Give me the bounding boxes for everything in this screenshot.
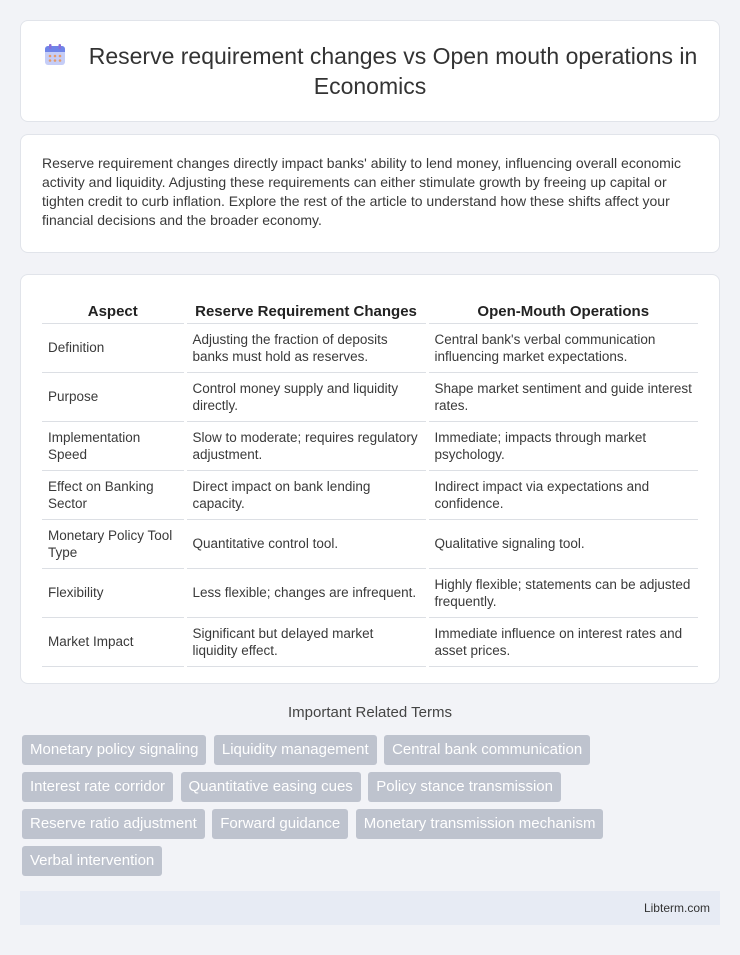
related-terms-title: Important Related Terms [288,704,452,721]
title-card [20,20,720,122]
related-term-tag[interactable]: Monetary transmission mechanism [356,809,604,839]
calendar-icon [43,43,67,67]
cell-aspect: Definition [42,323,185,372]
cell-reserve: Slow to moderate; requires regulatory adjustment. [185,421,427,470]
table-row [42,519,698,568]
related-terms-list [22,735,722,883]
cell-reserve: Control money supply and liquidity directly. [185,372,427,421]
cell-reserve: Significant but delayed market liquidity effect. [185,617,427,666]
comparison-table [42,293,698,667]
related-term-tag[interactable]: Forward guidance [212,809,348,839]
table-header-row [42,293,698,323]
footer [20,891,720,925]
cell-reserve: Quantitative control tool. [185,519,427,568]
cell-open-mouth: Central bank's verbal communication influencing market expectations. [427,323,698,372]
cell-aspect: Effect on Banking Sector [42,470,185,519]
related-term-tag[interactable]: Monetary policy signaling [22,735,206,765]
related-term-tag[interactable]: Reserve ratio adjustment [22,809,205,839]
related-term-tag[interactable]: Interest rate corridor [22,772,173,802]
cell-open-mouth: Qualitative signaling tool. [427,519,698,568]
cell-open-mouth: Indirect impact via expectations and confidence. [427,470,698,519]
cell-reserve: Adjusting the fraction of deposits banks must hold as reserves. [185,323,427,372]
cell-aspect: Implementation Speed [42,421,185,470]
cell-aspect: Monetary Policy Tool Type [42,519,185,568]
table-row [42,617,698,666]
cell-aspect: Purpose [42,372,185,421]
header-open-mouth: Open-Mouth Operations [427,293,698,323]
related-term-tag[interactable]: Verbal intervention [22,846,162,876]
cell-open-mouth: Immediate influence on interest rates and asset prices. [427,617,698,666]
cell-aspect: Flexibility [42,568,185,617]
related-term-tag[interactable]: Quantitative easing cues [181,772,361,802]
title-text: Reserve requirement changes vs Open mouth operations in Economics [88,43,698,99]
footer-site-link[interactable]: Libterm.com [643,901,710,915]
header-reserve: Reserve Requirement Changes [185,293,427,323]
page-title [41,41,699,101]
comparison-table-card [20,274,720,684]
table-row [42,323,698,372]
cell-reserve: Less flexible; changes are infrequent. [185,568,427,617]
table-row [42,421,698,470]
related-term-tag[interactable]: Policy stance transmission [368,772,561,802]
related-term-tag[interactable]: Liquidity management [214,735,377,765]
cell-open-mouth: Highly flexible; statements can be adjusted frequently. [427,568,698,617]
cell-open-mouth: Shape market sentiment and guide interest rates. [427,372,698,421]
cell-open-mouth: Immediate; impacts through market psychology. [427,421,698,470]
cell-aspect: Market Impact [42,617,185,666]
intro-text: Reserve requirement changes directly impact banks' ability to lend money, influencing overall economic activity and liquidity. Adjusting these requirements can either stimulate growth by freeing up capital or tighten credit to curb inflation. Explore the rest of the article to understand how these shifts affect your financial decisions and the broader economy. [42,155,681,228]
table-row [42,568,698,617]
table-row [42,470,698,519]
header-aspect: Aspect [87,303,138,321]
intro-card [20,134,720,253]
table-row [42,372,698,421]
cell-reserve: Direct impact on bank lending capacity. [185,470,427,519]
related-term-tag[interactable]: Central bank communication [384,735,590,765]
